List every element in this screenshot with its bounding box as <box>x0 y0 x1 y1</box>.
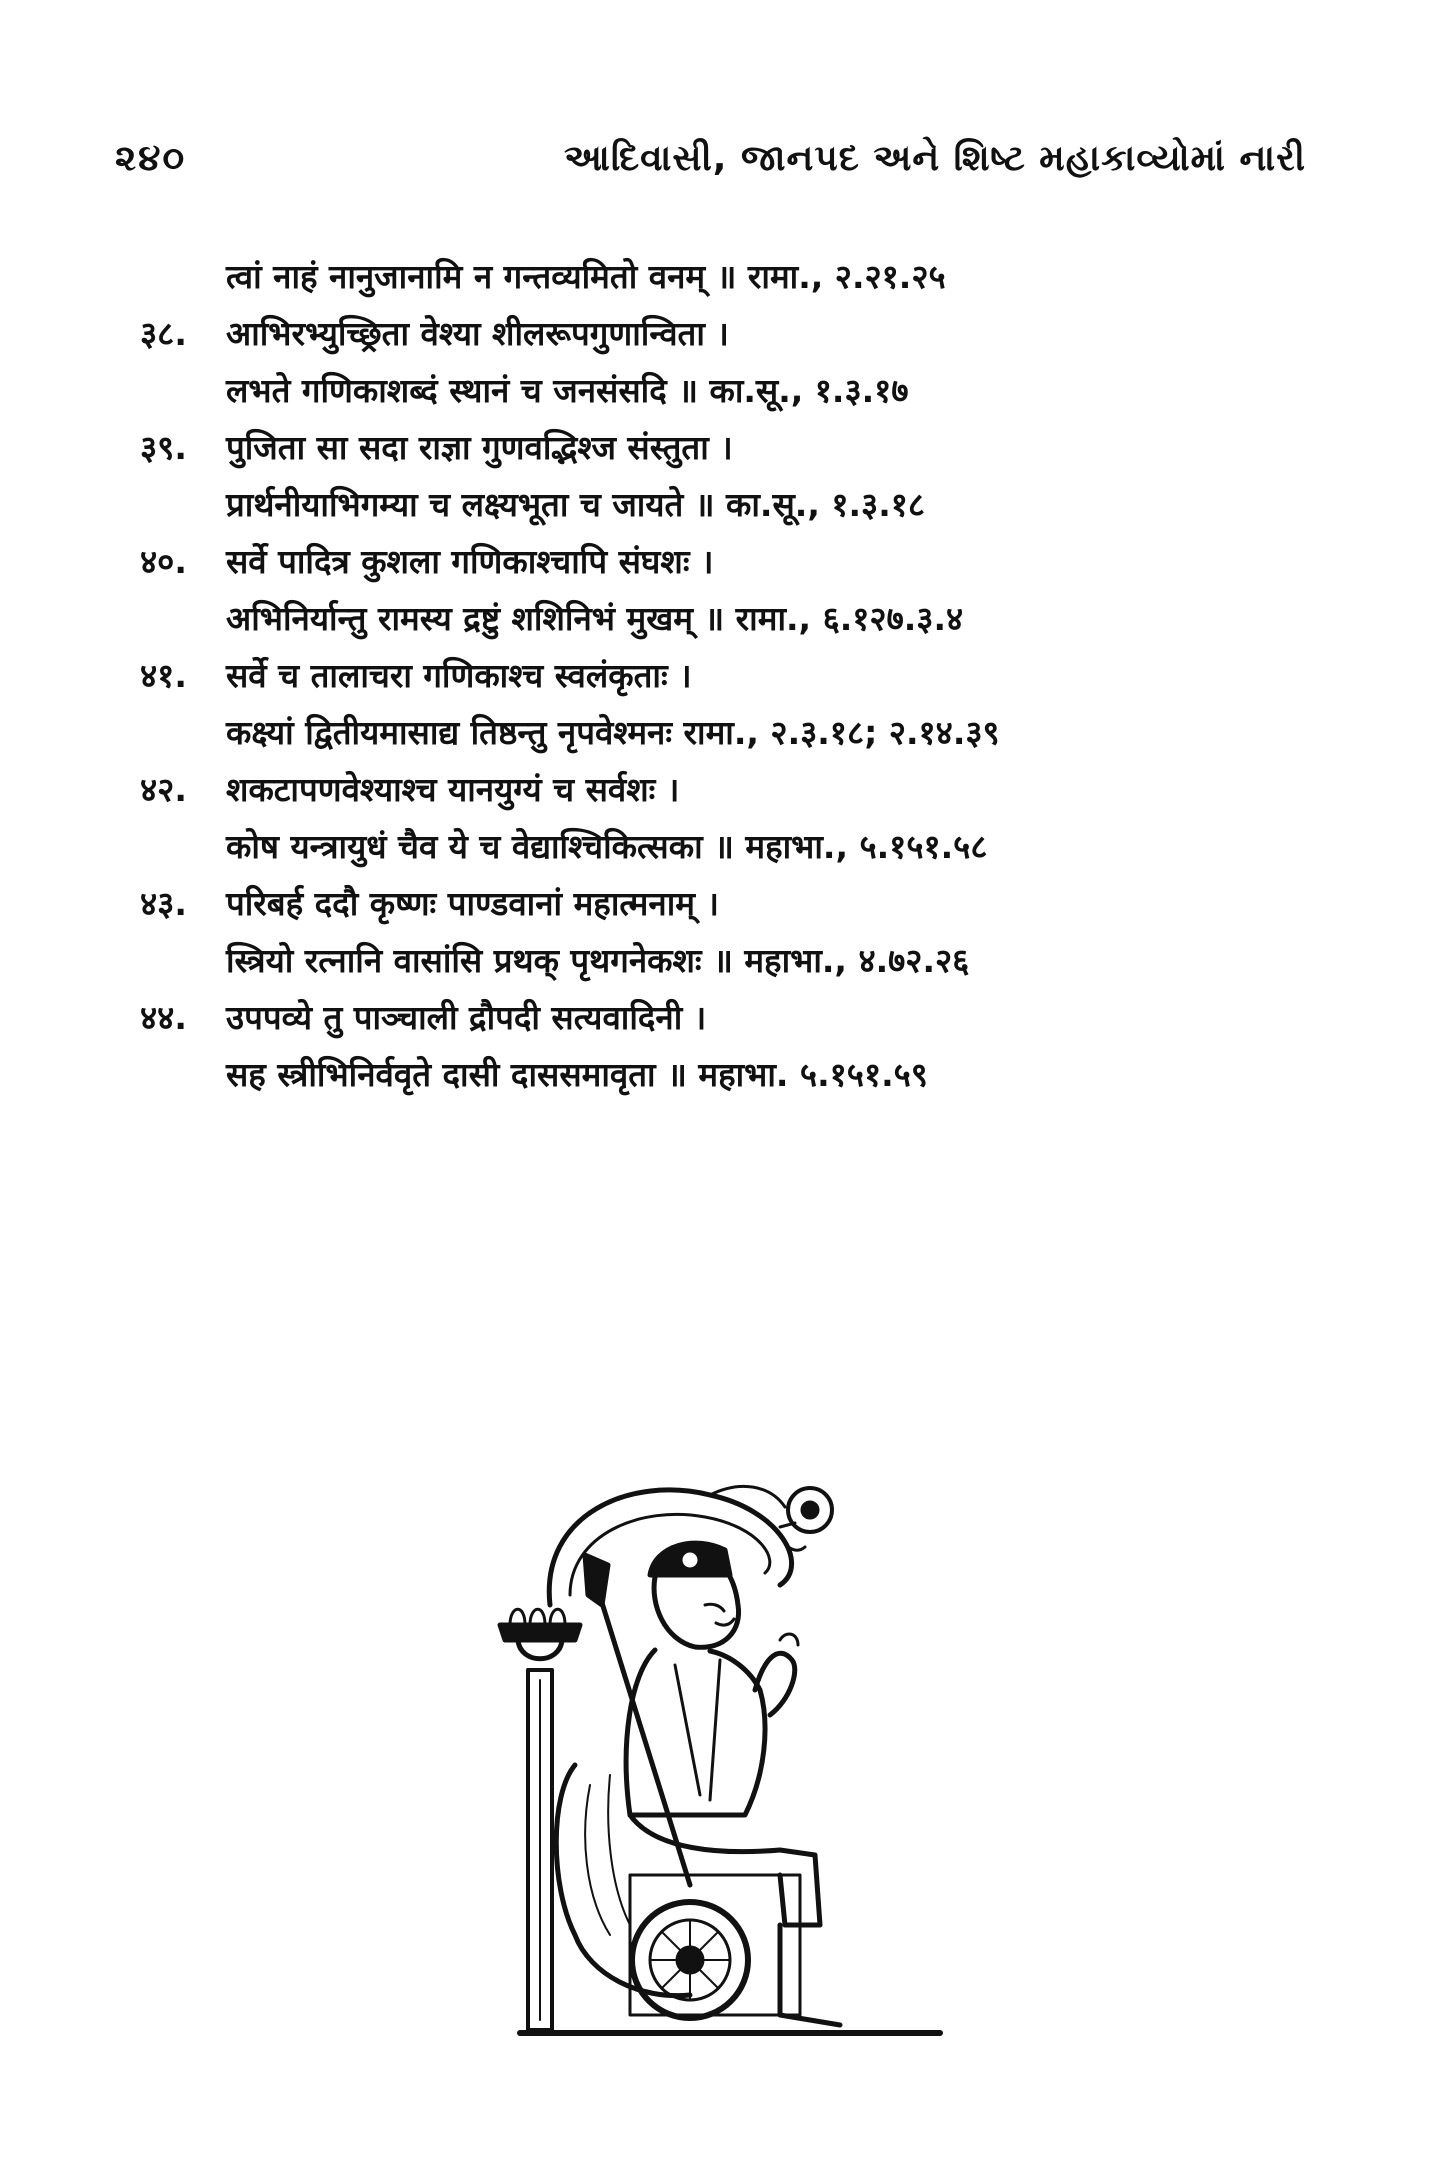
verse-line <box>140 362 1306 419</box>
page-header <box>115 138 1306 198</box>
verse-text: प्रार्थनीयाभिगम्या च लक्ष्यभूता च जायते ॥ का.सू., १.३.१८ <box>226 485 926 524</box>
draped-robe <box>556 1765 690 1996</box>
verse-number: ४०. <box>140 542 187 581</box>
verse-text: सर्वे पादित्र कुशला गणिकाश्चापि संघशः । <box>226 542 714 581</box>
verse-text: स्त्रियो रत्नानि वासांसि प्रथक् पृथगनेकशः ॥ महाभा., ४.७२.२६ <box>226 941 970 980</box>
verse-line <box>140 1046 1306 1103</box>
verse-line <box>140 818 1306 875</box>
spear-shaft <box>598 1590 690 1885</box>
page-number: ૨૪૦ <box>115 138 187 179</box>
verse-text: अभिनिर्यान्तु रामस्य द्रष्टुं शशिनिभं मुखम् ॥ रामा., ६.१२७.३.४ <box>226 599 964 638</box>
verse-list <box>140 248 1306 1103</box>
verse-line <box>140 305 1306 362</box>
verse-line <box>140 989 1306 1046</box>
verse-line <box>140 248 1306 305</box>
spear-head <box>585 1555 608 1605</box>
verse-line <box>140 704 1306 761</box>
verse-line <box>140 932 1306 989</box>
verse-text: कक्ष्यां द्वितीयमासाद्य तिष्ठन्तु नृपवेश्मनः रामा., २.३.१८; २.१४.३९ <box>226 713 1000 752</box>
lamp-bowl <box>518 1640 562 1659</box>
verse-line <box>140 533 1306 590</box>
face-detail <box>705 1604 734 1625</box>
verse-text: आभिरभ्युच्छ्रिता वेश्या शीलरूपगुणान्विता । <box>226 314 729 353</box>
verse-text: उपपव्ये तु पाञ्चाली द्रौपदी सत्यवादिनी । <box>226 998 707 1037</box>
verse-line <box>140 875 1306 932</box>
verse-text: पुजिता सा सदा राज्ञा गुणवद्भिश्ज संस्तुता । <box>226 428 733 467</box>
verse-text: सह स्त्रीभिनिर्ववृते दासी दाससमावृता ॥ महाभा. ५.१५१.५९ <box>226 1055 928 1094</box>
verse-number: ४४. <box>140 998 187 1037</box>
verse-line <box>140 476 1306 533</box>
torso <box>626 1650 765 1815</box>
verse-number: ३९. <box>140 428 187 467</box>
verse-line <box>140 647 1306 704</box>
verse-number: ४१. <box>140 656 187 695</box>
verse-number: ४२. <box>140 770 187 809</box>
verse-number: ४३. <box>140 884 187 923</box>
verse-text: कोष यन्त्रायुधं चैव ये च वेद्याश्चिकित्सका ॥ महाभा., ५.१५१.५८ <box>226 827 988 866</box>
verse-number: ३८. <box>140 314 187 353</box>
verse-text: सर्वे च तालाचरा गणिकाश्च स्वलंकृताः । <box>226 656 692 695</box>
verse-line <box>140 419 1306 476</box>
lamp-top <box>500 1625 580 1640</box>
verse-line <box>140 761 1306 818</box>
verse-line <box>140 590 1306 647</box>
verse-text: त्वां नाहं नानुजानामि न गन्तव्यमितो वनम् ॥ रामा., २.२१.२५ <box>226 257 946 296</box>
verse-text: परिबर्ह ददौ कृष्णः पाण्डवानां महात्मनाम् । <box>226 884 719 923</box>
lower-leg <box>780 1925 840 2025</box>
head <box>654 1577 739 1647</box>
seated-king-illustration <box>480 1455 960 2055</box>
running-title: આદિવાસી, જાનપદ અને શિષ્ટ મહાકાવ્યોમાં નારી <box>564 138 1306 179</box>
verse-text: लभते गणिकाशब्दं स्थानं च जनसंसदि ॥ का.सू., १.३.१७ <box>226 371 909 410</box>
illustration-drawing <box>480 1455 960 2055</box>
verse-text: शकटापणवेश्याश्च यानयुग्यं च सर्वशः । <box>226 770 680 809</box>
